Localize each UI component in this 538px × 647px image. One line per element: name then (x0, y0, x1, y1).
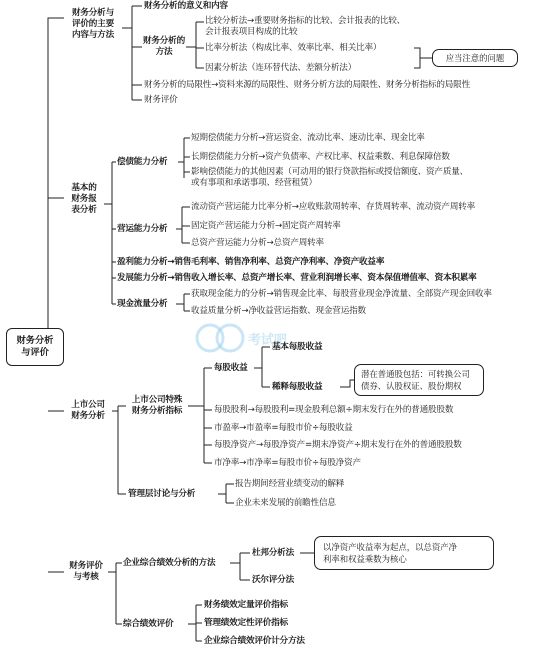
s4-comprehensive-methods: 企业综合绩效分析的方法 (123, 558, 216, 568)
s4-wall-scoring: 沃尔评分法 (252, 575, 294, 585)
s3-basic-eps: 基本每股收益 (272, 342, 323, 352)
s2-profitability-analysis: 盈利能力分析→销售毛利率、销售净利率、总资产净利率、净资产收益率 (117, 257, 385, 267)
s2-other-solvency-factors: 影响偿债能力的其他因素（可动用的银行贷款指标或授信额度、资产质量、 或有事项和承诺事项、经营租赁） (191, 167, 468, 188)
section-listed-company-analysis: 上市公司 财务分析 (71, 400, 105, 421)
s1-evaluation: 财务评价 (144, 95, 178, 105)
s4-note-box (314, 536, 494, 570)
s3-diluted-eps: 稀释每股收益 (272, 382, 323, 392)
s2-growth-analysis: 发展能力分析→销售收入增长率、总资产增长率、营业利润增长率、资本保值增值率、资本积累率 (117, 273, 477, 283)
s2-operating-capacity: 营运能力分析 (117, 224, 168, 234)
s2-solvency-analysis: 偿债能力分析 (117, 157, 168, 167)
root-node: 财务分析 与评价 (6, 328, 64, 366)
s4-financial-quantitative: 财务绩效定量评价指标 (204, 600, 288, 610)
s2-cash-acquisition: 获取现金能力的分析→销售现金比率、每股营业现金净流量、全部资产现金回收率 (191, 289, 492, 299)
s4-dupont: 杜邦分析法 (252, 548, 294, 558)
s3-eps: 每股收益 (214, 363, 248, 373)
s3-pb-ratio: 市净率→市净率=每股市价÷每股净资产 (214, 458, 361, 468)
s1-meaning-content: 财务分析的意义和内容 (144, 1, 228, 11)
s3-special-indicators: 上市公司特殊 财务分析指标 (131, 395, 183, 416)
s1-note-box (432, 49, 518, 67)
s3-forward-looking-info: 企业未来发展的前瞻性信息 (235, 498, 336, 508)
s4-note-text: 以净资产收益率为起点，以总资产净 利率和权益乘数为核心 (323, 542, 457, 564)
s2-cash-flow-analysis: 现金流量分析 (117, 299, 168, 309)
s3-mda: 管理层讨论与分析 (128, 489, 196, 499)
s1-factor-method: 因素分析法（连环替代法、差额分析法） (205, 63, 357, 73)
s4-scoring-method: 企业综合绩效评价计分方法 (204, 636, 305, 646)
section-evaluation-assessment: 财务评价 与考核 (69, 561, 103, 582)
s3-performance-explanation: 报告期间经营业绩变动的解释 (235, 479, 345, 489)
s2-current-assets-turnover: 流动资产营运能力比率分析→应收账款周转率、存货周转率、流动资产周转率 (191, 202, 475, 212)
s1-limitations: 财务分析的局限性→资料来源的局限性、财务分析方法的局限性、财务分析指标的局限性 (144, 80, 470, 90)
s3-dividend-per-share: 每股股利→每股股利=现金股利总额÷期末发行在外的普通股股数 (214, 405, 454, 415)
s1-note-text: 应当注意的问题 (445, 53, 505, 63)
section-main-content-methods: 财务分析与 评价的主要 内容与方法 (72, 8, 114, 40)
section-basic-statement-analysis: 基本的 财务报 表分析 (71, 183, 97, 215)
s3-pe-ratio: 市盈率→市盈率=每股市价÷每股收益 (214, 423, 353, 433)
s2-earnings-quality: 收益质量分析→净收益营运指数、现金营运指数 (191, 306, 366, 316)
s4-management-qualitative: 管理绩效定性评价指标 (204, 618, 288, 628)
s2-short-term-solvency: 短期偿债能力分析→营运资金、流动比率、速动比率、现金比率 (191, 133, 425, 143)
s1-ratio-method: 比率分析法（构成比率、效率比率、相关比率） (205, 43, 382, 53)
s3-note-text: 潜在普通股包括：可转换公司 债券、认股权证、股份期权 (361, 369, 470, 391)
s1-methods: 财务分析的 方法 (143, 36, 185, 57)
s4-comprehensive-evaluation: 综合绩效评价 (123, 619, 174, 629)
watermark-text: 考试吧 (248, 333, 288, 348)
s2-total-assets-turnover: 总资产营运能力分析→总资产周转率 (191, 238, 324, 248)
s3-net-assets-per-share: 每股净资产→每股净资产=期末净资产÷期末发行在外的普通股股数 (214, 440, 462, 450)
s2-fixed-assets-turnover: 固定资产营运能力分析→固定资产周转率 (191, 221, 341, 231)
s2-long-term-solvency: 长期偿债能力分析→资产负债率、产权比率、权益乘数、利息保障倍数 (191, 152, 450, 162)
s3-note-box (354, 364, 484, 396)
s1-comparison-method: 比较分析法→重要财务指标的比较、会计报表的比较、 会计报表项目构成的比较 (205, 16, 406, 37)
